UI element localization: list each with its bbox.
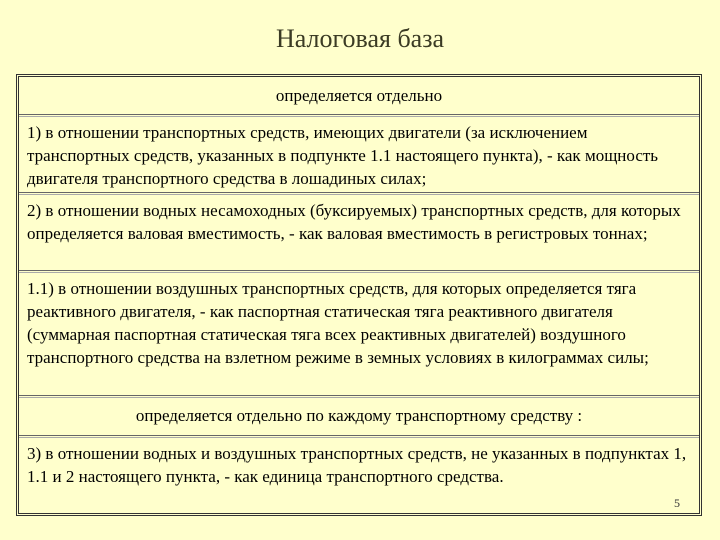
table-row: 2) в отношении водных несамоходных (буксируемых) транспортных средств, для которых определяется валовая вместимость, - как валовая вместимость в регистровых тоннах; bbox=[19, 195, 699, 271]
tax-base-table bbox=[18, 76, 700, 514]
table-row: 3) в отношении водных и воздушных транспортных средств, не указанных в подпунктах 1, 1.1 и 2 настоящего пункта, - как единица транспортного средства. bbox=[27, 444, 687, 486]
slide-title: Налоговая база bbox=[275, 24, 445, 53]
table-row: 1) в отношении транспортных средств, имеющих двигатели (за исключением транспортных средств, указанных в подпункте 1.1 настоящего пункта), - как мощность двигателя транспортного средства в лошадиных силах; bbox=[19, 117, 699, 193]
subheader-row: определяется отдельно по каждому транспортному средству : bbox=[19, 398, 699, 436]
table-row: 1.1) в отношении воздушных транспортных средств, для которых определяется тяга реактивного двигателя, - как паспортная статическая тяга реактивного двигателя (суммарная паспортная статическая тяга всех реактивных двигателей) воздушного транспортного средства на взлетном режиме в земных условиях в килограммах силы; bbox=[19, 273, 699, 396]
header-row: определяется отдельно bbox=[19, 77, 699, 115]
page-number: 5 bbox=[674, 496, 680, 510]
